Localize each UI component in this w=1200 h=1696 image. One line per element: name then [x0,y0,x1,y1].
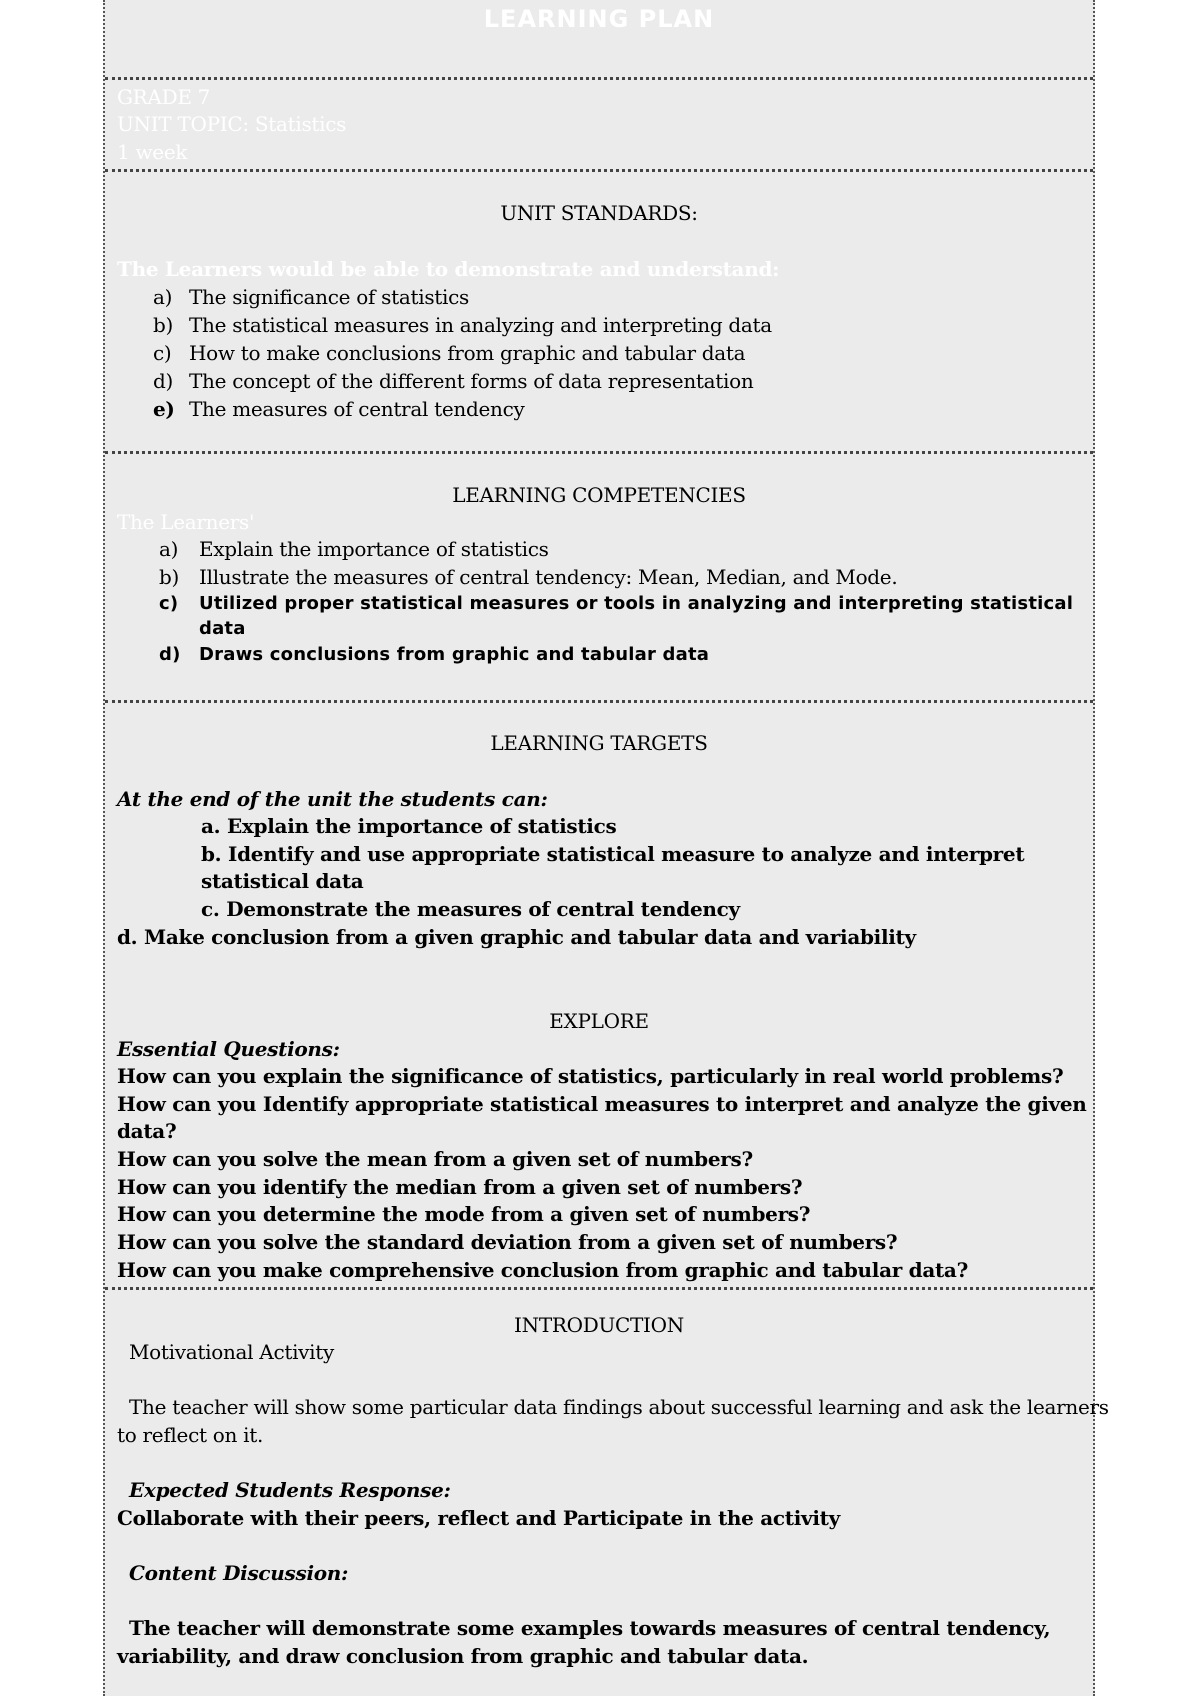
unit-standards-section [105,172,1093,454]
targets-heading: LEARNING TARGETS [490,731,708,755]
list-text: Draws conclusions from graphic and tabular data [199,644,710,665]
content-discussion-label: Content Discussion: [129,1561,349,1585]
list-item [159,564,897,591]
unit-topic-value: Statistics [254,112,347,136]
list-item-continuation: data [199,618,246,639]
target-item: c. Demonstrate the measures of central tendency [201,897,740,921]
essential-question: How can you solve the standard deviation from a given set of numbers? [117,1230,898,1254]
list-item [159,641,709,668]
list-text: The statistical measures in analyzing and interpreting data [189,313,772,337]
targets-intro: At the end of the unit the students can: [117,787,548,811]
target-item: b. Identify and use appropriate statistical measure to analyze and interpret [201,842,1025,866]
competencies-section [105,454,1093,703]
list-text: Explain the importance of statistics [199,537,549,561]
target-item: d. Make conclusion from a given graphic and tabular data and variability [117,925,916,949]
expected-response-label: Expected Students Response: [129,1478,451,1502]
list-label: d) [159,644,181,665]
list-label: d) [153,369,174,393]
list-item [153,312,772,339]
list-label: a) [153,285,173,309]
content-discussion-continuation: variability, and draw conclusion from graphic and tabular data. [117,1644,809,1668]
list-item [153,368,753,395]
list-item [159,536,549,563]
list-label: c) [153,341,172,365]
essential-question-continuation: data? [117,1119,177,1143]
list-label: a) [159,537,179,561]
explore-heading: EXPLORE [549,1009,649,1033]
motivational-activity-label: Motivational Activity [129,1340,335,1364]
essential-question: How can you identify the median from a given set of numbers? [117,1175,803,1199]
target-item: a. Explain the importance of statistics [201,814,617,838]
list-label: b) [153,313,174,337]
essential-question: How can you solve the mean from a given set of numbers? [117,1147,753,1171]
list-text: The concept of the different forms of data representation [189,369,754,393]
list-item [159,590,1073,617]
list-item [153,284,469,311]
unit-standards-heading: UNIT STANDARDS: [500,201,698,225]
title-section [105,0,1093,80]
grade-label: GRADE 7 [117,85,211,109]
essential-question: How can you make comprehensive conclusion from graphic and tabular data? [117,1258,968,1282]
teacher-activity-continuation: to reflect on it. [117,1423,264,1447]
list-text: How to make conclusions from graphic and tabular data [189,341,746,365]
list-text: Utilized proper statistical measures or tools in analyzing and interpreting statistical [199,593,1074,614]
learning-plan-page [103,0,1109,1696]
page-title: LEARNING PLAN [483,5,715,33]
list-item [153,340,745,367]
introduction-heading: INTRODUCTION [514,1313,684,1337]
competencies-heading: LEARNING COMPETENCIES [452,483,746,507]
essential-questions-label: Essential Questions: [117,1037,340,1061]
teacher-activity: The teacher will show some particular data findings about successful learning and ask the learners [129,1395,1109,1419]
content-discussion: The teacher will demonstrate some examples towards measures of central tendency, [129,1616,1051,1640]
target-item-continuation: statistical data [201,869,364,893]
info-section [105,80,1093,172]
list-text: The significance of statistics [189,285,469,309]
essential-question: How can you Identify appropriate statistical measures to interpret and analyze the given [117,1092,1087,1116]
duration: 1 week [117,140,188,164]
expected-response: Collaborate with their peers, reflect and Participate in the activity [117,1506,840,1530]
list-label: b) [159,565,180,589]
unit-standards-intro: The Learners would be able to demonstrate and understand: [117,257,780,281]
unit-topic-label: UNIT TOPIC: [117,112,249,136]
introduction-section [105,1290,1109,1696]
list-item [153,396,524,423]
essential-question: How can you explain the significance of statistics, particularly in real world problems? [117,1064,1064,1088]
competencies-intro: The Learners' [117,510,255,534]
list-label: c) [159,593,179,614]
unit-topic [117,111,346,138]
list-text: Illustrate the measures of central tendency: Mean, Median, and Mode. [199,565,898,589]
essential-question: How can you determine the mode from a given set of numbers? [117,1202,811,1226]
list-label: e) [153,397,175,421]
targets-explore-section [105,703,1093,1290]
list-text: The measures of central tendency [189,397,525,421]
